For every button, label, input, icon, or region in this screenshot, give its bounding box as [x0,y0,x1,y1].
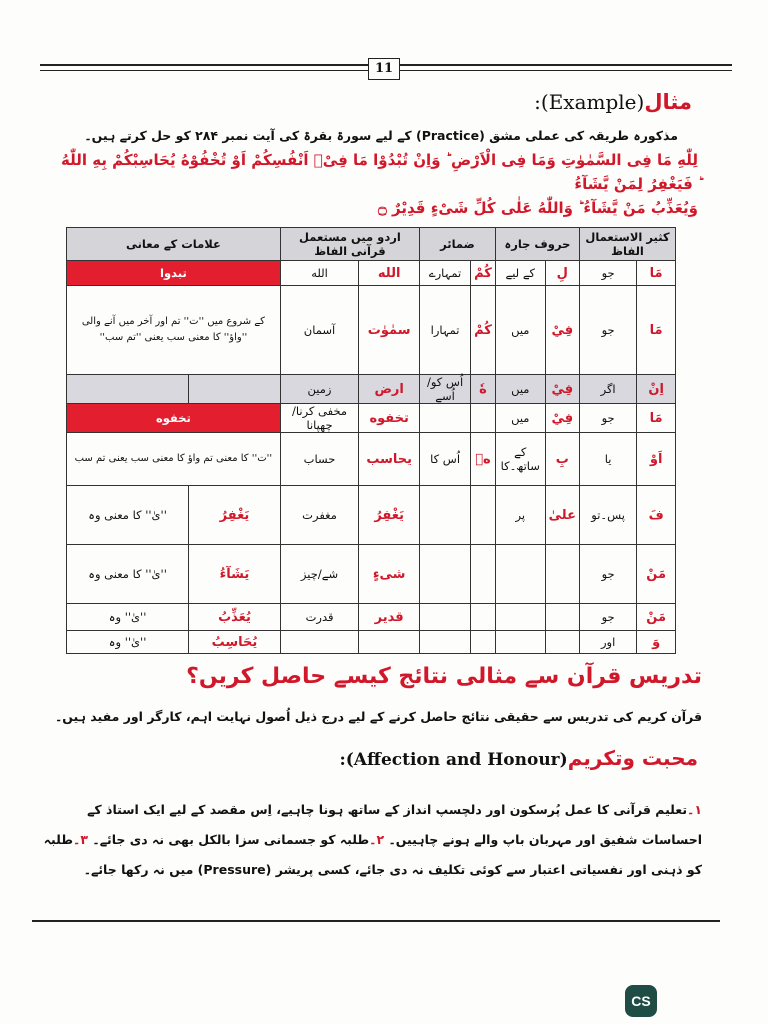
cell-word: فَ [637,486,676,545]
cell-pronoun: هٗ [471,375,496,404]
col-header-urdu-words: اردو میں مستعمل قرآنی الفاظ [280,228,419,261]
cell-preposition-meaning [495,545,545,604]
point-number-1: ۱۔ [687,802,702,817]
table-row [67,433,676,486]
cell-pronoun: هٖ [471,433,496,486]
cell-sign-meaning: ''یٰ'' کا معنی وہ [67,545,189,604]
cell-word: مَنْ [637,545,676,604]
affection-heading-english: (Affection and Honour): [339,750,568,770]
cell-urdu-meaning: زمین [280,375,358,404]
cell-urdu-word: یحاسب [359,433,420,486]
cell-word-meaning: پس۔تو [579,486,636,545]
cell-urdu-word: یَغْفِرُ [359,486,420,545]
cell-sign-note: ''ت'' کا معنی تم واؤ کا معنی سب یعنی تم سب [67,433,281,486]
table-row [67,604,676,631]
cell-preposition-meaning: پر [495,486,545,545]
section-heading-affection [339,746,698,770]
cell-urdu-word [359,631,420,654]
table-row [67,486,676,545]
cell-word-meaning: جو [579,404,636,433]
cell-urdu-meaning: حساب [280,433,358,486]
camscanner-logo-icon: CS [625,985,657,1017]
cell-word-meaning: جو [579,604,636,631]
cell-word: مَا [637,404,676,433]
cell-preposition: بِ [545,433,579,486]
cell-preposition [545,545,579,604]
cell-pronoun-meaning: تمہارے [420,261,471,286]
table-row [67,631,676,654]
cell-sign-word: یُحَاسِبُ [189,631,281,654]
cell-preposition: فِيْ [545,286,579,375]
cell-word-meaning: جو [579,286,636,375]
cell-urdu-meaning: قدرت [280,604,358,631]
cell-preposition: لِ [545,261,579,286]
cell-urdu-word: تخفوه [359,404,420,433]
cell-pronoun-meaning [420,545,471,604]
cell-urdu-word: الله [359,261,420,286]
cell-pronoun-meaning: اُس کو/اُسے [420,375,471,404]
cell-urdu-word: ارض [359,375,420,404]
point-text-1: تعلیم قرآنی کا عمل پُرسکون اور دلچسپ انداز کے ساتھ ہونا چاہیے، اِس مقصد کے لیے ایک استاذ کے احساسات شفیق اور مہربان باپ والے ہونے چاہییں۔ [87,802,702,847]
cell-pronoun [471,631,496,654]
cell-pronoun-meaning: تمہارا [420,286,471,375]
cell-urdu-meaning [280,631,358,654]
cell-urdu-word: شیءٍ [359,545,420,604]
col-header-signs: علامات کے معانی [67,228,281,261]
cell-word: مَنْ [637,604,676,631]
cell-preposition-meaning [495,604,545,631]
cell-word-meaning: اور [579,631,636,654]
cell-word: وَ [637,631,676,654]
cell-urdu-meaning: مغفرت [280,486,358,545]
ayah-text [58,148,698,220]
cell-word: اِنْ [637,375,676,404]
cell-sign-word: یُعَذِّبُ [189,604,281,631]
cell-sign-word [189,375,281,404]
table-row [67,261,676,286]
table-row [67,286,676,375]
table-row [67,545,676,604]
cell-pronoun [471,404,496,433]
cell-urdu-meaning: الله [280,261,358,286]
cell-preposition-meaning: کے لیے [495,261,545,286]
cell-urdu-word: سمٰوٰت [359,286,420,375]
cell-urdu-meaning: آسمان [280,286,358,375]
cell-urdu-meaning: شے/چیز [280,545,358,604]
point-number-3: ۳۔ [73,832,89,847]
table-header-row [67,228,676,261]
cell-pronoun-meaning [420,631,471,654]
results-paragraph: قرآن کریم کی تدریس سے حقیقی نتائج حاصل کرنے کے لیے درج ذیل اُصول نہایت اہم، کارگر اور مفید ہیں۔ [54,709,702,724]
col-header-prepositions: حروف جارہ [495,228,579,261]
cell-word-meaning: اگر [579,375,636,404]
col-header-pronouns: ضمائر [420,228,496,261]
cell-urdu-meaning: مخفی کرنا/چھپانا [280,404,358,433]
cell-sign-note: کے شروع میں ''ت'' تم اور آخر میں آنے والی ''واؤ'' کا معنی سب یعنی ''تم سب'' [67,286,281,375]
cell-preposition-meaning [495,631,545,654]
cell-sign-meaning: ''یٰ'' وہ [67,604,189,631]
cell-preposition: فِيْ [545,375,579,404]
cell-preposition-meaning: میں [495,375,545,404]
footer-rule [32,920,720,922]
example-heading-english: (Example): [534,90,645,114]
cell-pronoun-meaning [420,486,471,545]
cell-pronoun [471,604,496,631]
page-number: 11 [368,58,400,80]
cell-sign-word: یَشَآءُ [189,545,281,604]
cell-word: مَا [637,261,676,286]
cell-pronoun-meaning: اُس کا [420,433,471,486]
example-heading-urdu: مثال [644,90,692,114]
col-header-words: کثیر الاستعمال الفاظ [579,228,675,261]
cell-preposition-meaning: کے ساتھ۔کا [495,433,545,486]
cell-sign-highlight: تخفوه [67,404,281,433]
cell-pronoun: کُمْ [471,261,496,286]
table-row [67,375,676,404]
cell-preposition [545,604,579,631]
cell-urdu-word: قدیر [359,604,420,631]
section-heading-results: تدریس قرآن سے مثالی نتائج کیسے حاصل کریں؟ [186,664,702,689]
affection-paragraph [30,795,702,885]
cell-preposition-meaning: میں [495,404,545,433]
cell-word: اَوْ [637,433,676,486]
cell-pronoun-meaning [420,604,471,631]
cell-word: مَا [637,286,676,375]
cell-sign-highlight: تبدوا [67,261,281,286]
cell-preposition [545,631,579,654]
cell-pronoun [471,486,496,545]
vocabulary-table [66,227,676,654]
cell-preposition: فِيْ [545,404,579,433]
point-text-2: طلبہ کو جسمانی سزا بالکل بھی نہ دی جائے۔ [92,832,370,847]
cell-preposition-meaning: میں [495,286,545,375]
cell-sign-meaning [67,375,189,404]
cell-word-meaning: جو [579,545,636,604]
cell-sign-meaning: ''یٰ'' کا معنی وہ [67,486,189,545]
point-number-2: ۲۔ [369,832,385,847]
cell-pronoun: كُمْ [471,286,496,375]
table-row [67,404,676,433]
point-text-3: طلبہ کو ذہنی اور نفسیاتی اعتبار سے کوئی تکلیف نہ دی جائے، کسی پریشر (Pressure) میں نہ رکھا جائے۔ [43,832,702,877]
intro-line: مذکورہ طریقہ کی عملی مشق (Practice) کے لیے سورۃ بقرۃ کی آیت نمبر ۲۸۴ کو حل کرتے ہیں۔ [84,128,678,143]
cell-sign-word: یَغْفِرُ [189,486,281,545]
ayah-line-1: لِلّٰهِ مَا فِی السَّمٰوٰتِ وَمَا فِی الْاَرْضِ ؕ وَاِنْ تُبْدُوْا مَا فِیْۤ اَنْفُسِكُمْ اَوْ تُخْفُوْهُ یُحَاسِبْكُمْ بِهِ اللّٰهُ ؕ فَیَغْفِرُ لِمَنْ یَّشَآءُ [61,151,698,193]
cell-word-meaning: یا [579,433,636,486]
cell-pronoun [471,545,496,604]
cell-word-meaning: جو [579,261,636,286]
cell-preposition: علیٰ [545,486,579,545]
affection-heading-urdu: محبت وتکریم [567,746,698,770]
cell-sign-meaning: ''یٰ'' وہ [67,631,189,654]
example-heading [534,90,692,114]
cell-pronoun-meaning [420,404,471,433]
ayah-line-2: وَیُعَذِّبُ مَنْ یَّشَآءُ ؕ وَاللّٰهُ عَلٰی كُلِّ شَیْءٍ قَدِیْرٌ ۝ [378,199,698,217]
